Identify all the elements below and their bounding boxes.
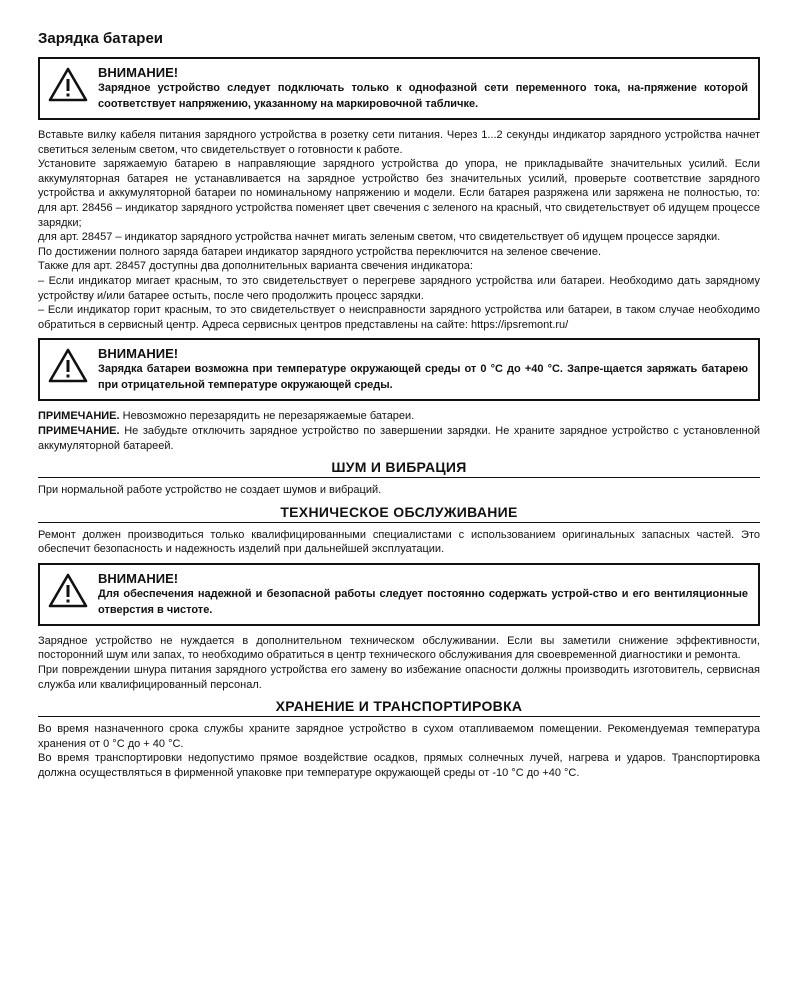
paragraph: При повреждении шнура питания зарядного устройства его замену во избежание опасности должны производить изготовитель, сервисная служба или квалифицированный персонал. — [38, 664, 760, 691]
warning-box-1 — [38, 57, 760, 120]
paragraph: При нормальной работе устройство не создает шумов и вибраций. — [38, 484, 382, 497]
note-label: ПРИМЕЧАНИЕ. — [38, 424, 120, 437]
paragraph: Во время назначенного срока службы храните зарядное устройство в сухом отапливаемом помещении. Рекомендуемая температура хранения от 0 °С до + 40 °С. — [38, 723, 760, 750]
note — [38, 409, 760, 424]
warning-triangle-icon — [48, 67, 88, 103]
warning-text: Зарядка батареи возможна при температуре окружающей среды от 0 °С до +40 °С. Запре-щается заряжать батарею при отрицательной температуре окружающей среды. — [98, 363, 748, 392]
manual-page — [38, 0, 760, 781]
warning-heading: ВНИМАНИЕ! — [98, 570, 179, 586]
paragraph: По достижении полного заряда батареи индикатор зарядного устройства переключится на зеленое свечение. — [38, 245, 602, 258]
paragraph: Зарядное устройство не нуждается в дополнительном техническом обслуживании. Если вы заметили снижение эффективности, посторонний шум или запах, то необходимо обратиться в центр технического обслуживания для своевременной диагностики и ремонта. — [38, 634, 760, 662]
warning-triangle-icon — [48, 348, 88, 384]
paragraph: Также для арт. 28457 доступны два дополнительных варианта свечения индикатора: — [38, 260, 473, 273]
note — [38, 424, 760, 453]
note-label: ПРИМЕЧАНИЕ. — [38, 410, 120, 423]
warning-text: Для обеспечения надежной и безопасной работы следует постоянно содержать устрой-ство и его вентиляционные отверстия в чистоте. — [98, 587, 748, 616]
paragraph: Вставьте вилку кабеля питания зарядного устройства в розетку сети питания. Через 1...2 секунды индикатор зарядного устройства начнет светиться зеленым светом, что свидетельствует о готовности к работе. — [38, 129, 760, 156]
warning-box-2 — [38, 338, 760, 401]
section-heading-noise: ШУМ И ВИБРАЦИЯ — [38, 459, 760, 478]
note-text: Не забудьте отключить зарядное устройство по завершении зарядки. Не храните зарядное устройство с установленной аккумуляторной батареей. — [38, 424, 760, 452]
warning-triangle-icon — [48, 573, 88, 609]
section-title-charging: Зарядка батареи — [38, 30, 164, 47]
section-heading-storage: ХРАНЕНИЕ И ТРАНСПОРТИРОВКА — [38, 698, 760, 717]
warning-text: Зарядное устройство следует подключать только к однофазной сети переменного тока, на-пряжение которой соответствует напряжению, указанному на маркировочной табличке. — [98, 82, 748, 110]
paragraph: – Если индикатор горит красным, то это свидетельствует о неисправности зарядного устройства или батареи, в таком случае необходимо обратиться в сервисный центр. Адреса сервисных центров представлены на сайте: https://ipsremont.ru/ — [38, 304, 760, 331]
warning-heading: ВНИМАНИЕ! — [98, 346, 179, 362]
paragraph: Во время транспортировки недопустимо прямое воздействие осадков, прямых солнечных лучей, нагрева и ударов. Транспортировка должна осуществляться в фирменной упаковке при температуре окружающей среды от -10 °С до +40 °С. — [38, 752, 760, 780]
warning-heading: ВНИМАНИЕ! — [98, 65, 179, 80]
paragraph: – Если индикатор мигает красным, то это свидетельствует о перегреве зарядного устройства или батареи. Необходимо дать зарядному устройству и/или батарее остыть, после чего продолжить процесс зарядки. — [38, 274, 760, 302]
note-text: Невозможно перезарядить не перезаряжаемые батареи. — [122, 410, 415, 423]
warning-box-3 — [38, 563, 760, 626]
paragraph: для арт. 28457 – индикатор зарядного устройства начнет мигать зеленым светом, что свидетельствует об идущем процессе зарядки. — [38, 231, 721, 244]
paragraph: Ремонт должен производиться только квалифицированными специалистами с использованием оригинальных запасных частей. Это обеспечит безопасность и надежность изделий при дальнейшей эксплуатации. — [38, 528, 760, 556]
section-heading-maintenance: ТЕХНИЧЕСКОЕ ОБСЛУЖИВАНИЕ — [38, 504, 760, 523]
paragraph: Установите заряжаемую батарею в направляющие зарядного устройства до упора, не прикладывайте значительных усилий. Если аккумуляторная батарея не устанавливается на зарядное устройство без значительных усилий, проверьте соответствие зарядного устройства и аккумуляторной батареи по номинальному напряжению и модели. Если батарея разряжена или заряжена не полностью, то: для арт. 28456 – индикатор зарядного устройства поменяет цвет свечения с зеленого на красный, что свидетельствует об идущем процессе зарядки; — [38, 158, 760, 229]
